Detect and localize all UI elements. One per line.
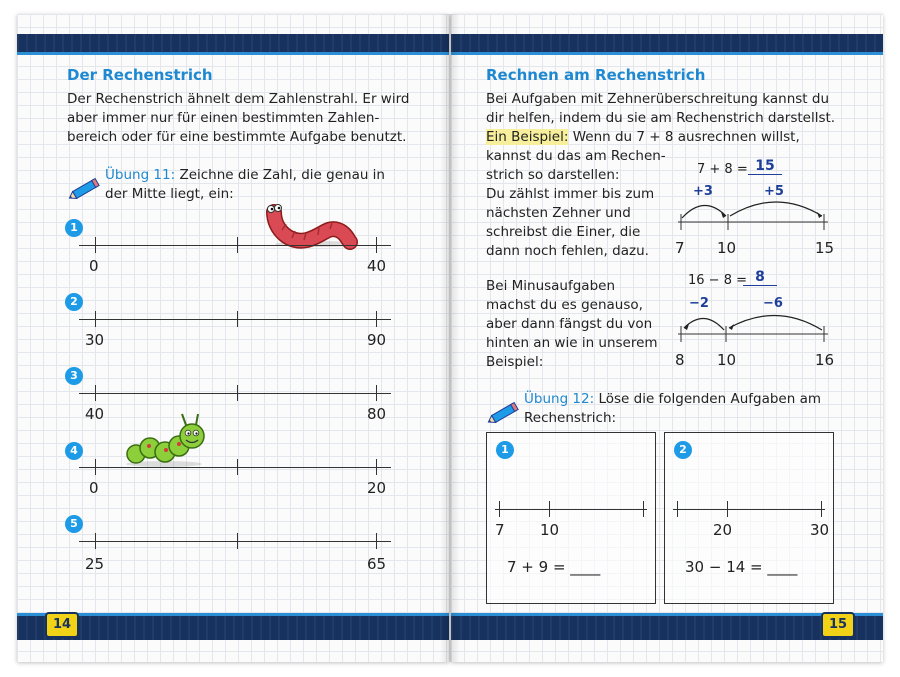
left-heading: Der Rechenstrich — [67, 66, 213, 84]
label-a: 7 — [495, 521, 505, 539]
step-label-2: −6 — [763, 296, 783, 311]
exercise-text: Rechenstrich: — [524, 410, 617, 426]
book-gutter — [440, 14, 460, 662]
tick-start — [95, 237, 96, 253]
example-answer: 8 — [743, 269, 777, 286]
bottom-band — [451, 613, 883, 640]
tick-end — [376, 459, 377, 475]
text-line: Du zählst immer bis zum — [486, 186, 655, 202]
intro-line: Bei Aufgaben mit Zehnerüberschreitung kannst du — [486, 91, 830, 107]
line-number-badge: 1 — [65, 219, 83, 237]
pencil-icon — [67, 176, 103, 202]
tick-end — [376, 237, 377, 253]
label-start: 25 — [85, 555, 105, 573]
pencil-icon — [486, 400, 522, 426]
text-line: kannst du das am Rechen- — [486, 148, 666, 164]
left-intro — [67, 90, 409, 147]
tick-start — [95, 533, 96, 549]
task-number-badge: 1 — [496, 441, 514, 459]
page-number: 15 — [821, 612, 855, 638]
number-line — [79, 319, 391, 320]
task-equation[interactable]: 30 − 14 = ____ — [685, 558, 798, 576]
tick-start — [95, 385, 96, 401]
task-number-badge: 2 — [674, 441, 692, 459]
number-line — [79, 467, 391, 468]
text-line: Beispiel: — [486, 354, 544, 370]
text-line: Bei Minusaufgaben — [486, 278, 616, 294]
task-box-2 — [664, 432, 834, 604]
exercise-12 — [524, 390, 821, 428]
bottom-band — [17, 613, 449, 640]
tick-end — [376, 311, 377, 327]
task-box-1 — [486, 432, 656, 604]
text-line: strich so darstellen: — [486, 167, 620, 183]
label-start: 0 — [89, 479, 99, 497]
label-start: 30 — [85, 331, 105, 349]
step-label-1: +3 — [693, 184, 713, 199]
tick-end — [376, 533, 377, 549]
left-page — [17, 14, 449, 662]
label-start: 7 — [675, 239, 685, 257]
label-middle: 10 — [717, 239, 737, 257]
exercise-text: der Mitte liegt, ein: — [105, 186, 234, 202]
label-end: 20 — [367, 479, 387, 497]
right-heading: Rechnen am Rechenstrich — [486, 66, 706, 84]
tick-middle — [727, 501, 728, 517]
example-text: Wenn du 7 + 8 ausrechnen willst, — [572, 129, 800, 145]
tick-end — [821, 501, 822, 517]
top-band — [451, 34, 883, 55]
text-line: nächsten Zehner und — [486, 205, 631, 221]
text-line: hinten an wie in unserem — [486, 335, 658, 351]
minus-rechenstrich — [676, 306, 836, 346]
tick-middle — [549, 501, 550, 517]
label-end: 40 — [367, 257, 387, 275]
plus-rechenstrich — [676, 194, 836, 234]
tick-middle — [237, 533, 238, 549]
task-number-line[interactable] — [495, 509, 647, 510]
number-line — [79, 245, 391, 246]
label-end: 90 — [367, 331, 387, 349]
tick-start — [677, 501, 678, 517]
label-start: 40 — [85, 405, 105, 423]
exercise-text: Zeichne die Zahl, die genau in — [179, 167, 385, 183]
tick-start — [95, 459, 96, 475]
line-number-badge: 5 — [65, 515, 83, 533]
tick-middle — [237, 237, 238, 253]
intro-line: aber immer nur für einen bestimmten Zahlen- — [67, 110, 380, 126]
step-label-2: +5 — [764, 184, 784, 199]
text-line: dann noch fehlen, dazu. — [486, 243, 649, 259]
tick-start — [95, 311, 96, 327]
text-line: machst du es genauso, — [486, 297, 643, 313]
caterpillar-illustration — [122, 408, 212, 468]
plus-explanation — [486, 147, 666, 261]
exercise-text: Löse die folgenden Aufgaben am — [598, 391, 821, 407]
label-end: 65 — [367, 555, 387, 573]
example-equation: 16 − 8 = — [688, 273, 747, 288]
tick-middle — [237, 459, 238, 475]
label-end: 16 — [815, 351, 835, 369]
text-line: schreibst die Einer, die — [486, 224, 641, 240]
tick-end — [376, 385, 377, 401]
label-start: 8 — [675, 351, 685, 369]
top-band — [17, 34, 449, 55]
label-b: 10 — [540, 521, 560, 539]
text-line: aber dann fängst du von — [486, 316, 653, 332]
right-page — [451, 14, 883, 662]
line-number-badge: 3 — [65, 367, 83, 385]
step-label-1: −2 — [689, 296, 709, 311]
number-line — [79, 393, 391, 394]
label-a: 20 — [713, 521, 733, 539]
label-b: 30 — [810, 521, 830, 539]
exercise-label: Übung 11: — [105, 167, 176, 183]
task-equation[interactable]: 7 + 9 = ____ — [507, 558, 601, 576]
line-number-badge: 4 — [65, 442, 83, 460]
tick-middle — [237, 311, 238, 327]
page-number: 14 — [45, 612, 79, 638]
tick-middle — [237, 385, 238, 401]
intro-line: dir helfen, indem du sie am Rechenstrich darstellst. — [486, 110, 836, 126]
exercise-11 — [105, 166, 385, 204]
example-answer: 15 — [748, 158, 782, 175]
intro-line: bereich oder für eine bestimmte Aufgabe benutzt. — [67, 129, 407, 145]
example-equation: 7 + 8 = — [697, 162, 748, 177]
intro-line: Der Rechenstrich ähnelt dem Zahlenstrahl. Er wird — [67, 91, 410, 107]
number-line — [79, 541, 391, 542]
worm-illustration — [262, 200, 362, 248]
line-number-badge: 2 — [65, 293, 83, 311]
label-end: 80 — [367, 405, 387, 423]
exercise-label: Übung 12: — [524, 391, 595, 407]
label-end: 15 — [815, 239, 835, 257]
example-label: Ein Beispiel: — [486, 129, 569, 145]
label-middle: 10 — [717, 351, 737, 369]
right-intro — [486, 90, 835, 147]
tick-start — [499, 501, 500, 517]
label-start: 0 — [89, 257, 99, 275]
task-number-line[interactable] — [673, 509, 825, 510]
tick-end — [643, 501, 644, 517]
minus-explanation — [486, 277, 658, 372]
